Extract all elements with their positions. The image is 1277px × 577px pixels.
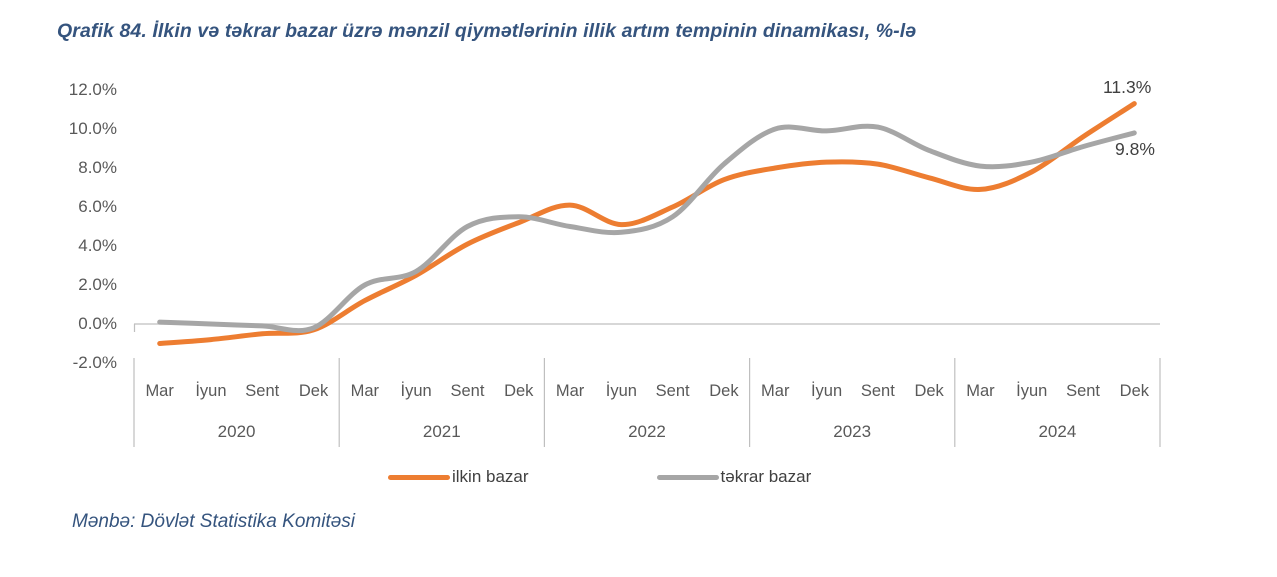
- y-axis-tick-label: 10.0%: [68, 119, 117, 138]
- end-data-label-tekrar-bazar: 9.8%: [1115, 139, 1155, 159]
- x-axis-month-label: Sent: [245, 382, 280, 400]
- source-note: Mənbə: Dövlət Statistika Komitəsi: [72, 511, 356, 532]
- legend-label: ilkin bazar: [452, 467, 529, 486]
- x-axis-month-label: Sent: [450, 382, 485, 400]
- y-axis-tick-label: 2.0%: [78, 275, 117, 294]
- series-line-ilkin-bazar: [160, 104, 1135, 344]
- x-axis-month-label: Dek: [1119, 382, 1149, 400]
- x-axis-month-label: İyun: [400, 382, 432, 400]
- x-axis-month-label: Mar: [350, 382, 380, 400]
- legend: [388, 467, 811, 487]
- x-axis-year-label: 2022: [628, 422, 666, 441]
- x-axis-month-label: İyun: [195, 382, 227, 400]
- y-axis-tick-label: 0.0%: [78, 314, 117, 333]
- y-axis-tick-label: 4.0%: [78, 236, 117, 255]
- x-axis-month-label: Sent: [1066, 382, 1101, 400]
- y-axis-tick-label: 12.0%: [68, 80, 117, 99]
- end-data-label-ilkin-bazar: 11.3%: [1103, 77, 1152, 97]
- x-axis-year-label: 2023: [833, 422, 872, 441]
- x-axis-month-label: Mar: [966, 382, 995, 400]
- y-axis-tick-label: 6.0%: [78, 197, 117, 216]
- x-axis-month-label: Dek: [914, 382, 944, 400]
- x-axis-month-label: Sent: [860, 382, 895, 400]
- x-axis-month-label: İyun: [810, 382, 843, 400]
- x-axis-month-label: Dek: [504, 382, 534, 400]
- legend-label: təkrar bazar: [720, 467, 812, 486]
- x-axis-month-label: İyun: [605, 382, 637, 400]
- chart-title: Qrafik 84. İlkin və təkrar bazar üzrə mənzil qiymətlərinin illik artım tempinin dinamikası, %-lə: [57, 20, 917, 42]
- y-axis-tick-label: 8.0%: [78, 158, 117, 177]
- x-axis-year-label: 2021: [422, 422, 461, 441]
- y-axis-tick-label: -2.0%: [72, 353, 117, 372]
- legend-line-swatch-orange: [388, 475, 450, 480]
- x-axis-month-label: Mar: [145, 382, 174, 400]
- x-axis-month-label: Dek: [709, 382, 739, 400]
- legend-item-ilkin-bazar: [388, 467, 529, 487]
- x-axis-month-label: İyun: [1016, 382, 1048, 400]
- x-axis-year-label: 2020: [217, 422, 256, 441]
- x-axis-year-label: 2024: [1038, 422, 1077, 441]
- x-axis-month-label: Mar: [761, 382, 790, 400]
- x-axis-month-label: Sent: [655, 382, 690, 400]
- legend-line-swatch-gray: [657, 475, 719, 480]
- series-line-tekrar-bazar: [160, 126, 1135, 330]
- x-axis-month-label: Dek: [298, 382, 329, 400]
- x-axis-month-label: Mar: [555, 382, 585, 400]
- legend-item-tekrar-bazar: [657, 467, 812, 487]
